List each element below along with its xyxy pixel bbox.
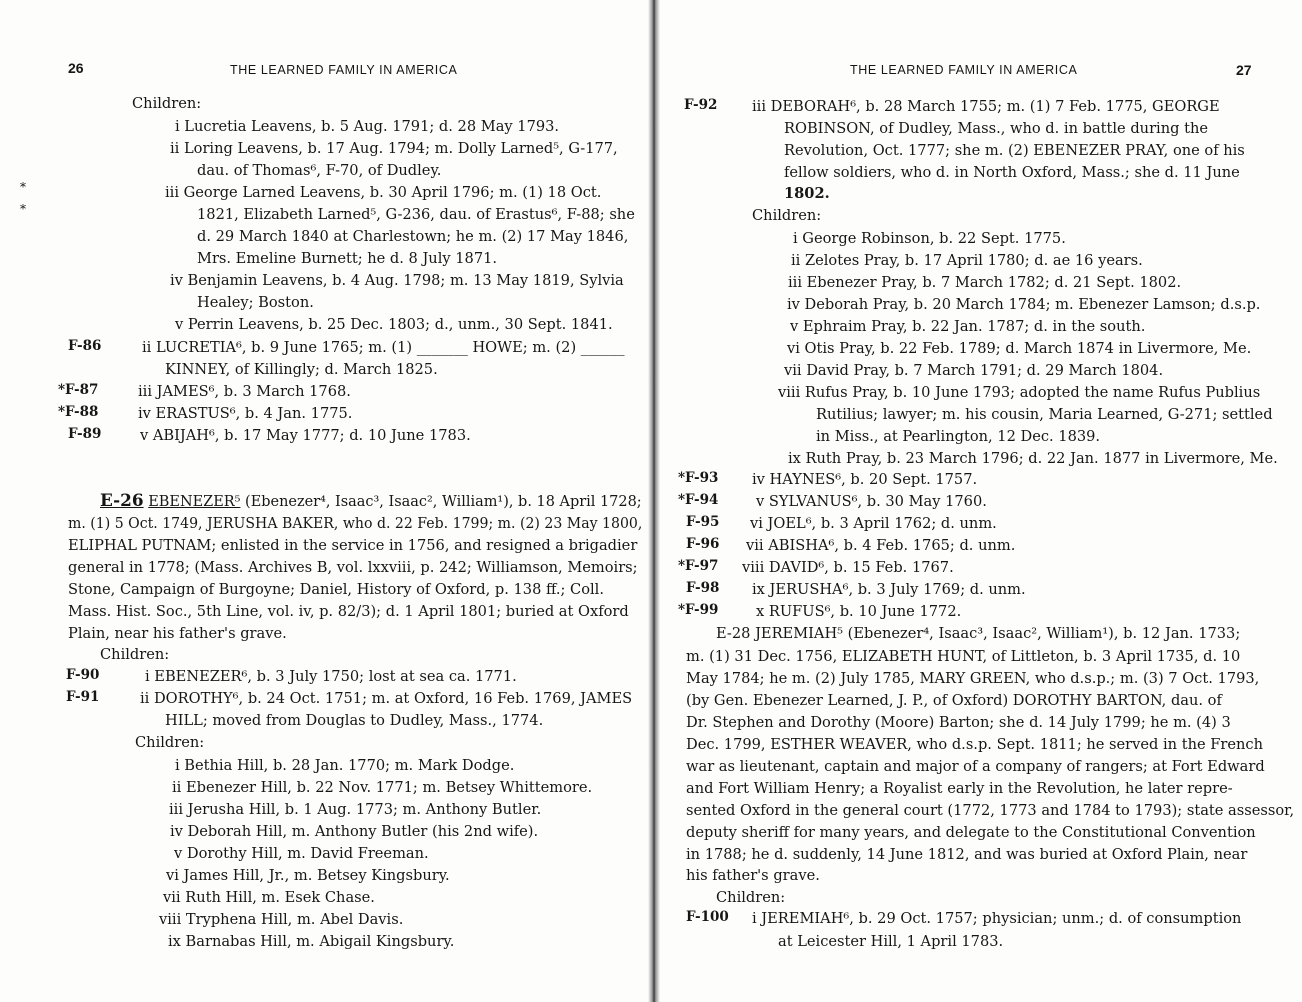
text-line: ix Ruth Pray, b. 23 March 1796; d. 22 Jan. 1877 in Livermore, Me. <box>788 450 1278 467</box>
text-line: v Dorothy Hill, m. David Freeman. <box>174 845 429 862</box>
text-line: iii Jerusha Hill, b. 1 Aug. 1773; m. Anthony Butler. <box>169 801 542 818</box>
text-line: ii Loring Leavens, b. 17 Aug. 1794; m. Dolly Larned⁵, G-177, <box>170 140 618 157</box>
text-line: i JEREMIAH⁶, b. 29 Oct. 1757; physician; unm.; d. of consumption <box>752 910 1242 927</box>
text-line: Children: <box>752 207 822 224</box>
text-line: viii DAVID⁶, b. 15 Feb. 1767. <box>742 559 954 576</box>
text-line: deputy sheriff for many years, and delegate to the Constitutional Convention <box>686 824 1256 841</box>
text-line: Stone, Campaign of Burgoyne; Daniel, History of Oxford, p. 138 ff.; Coll. <box>68 581 604 598</box>
text-line: ii LUCRETIA⁶, b. 9 June 1765; m. (1) _______ HOWE; m. (2) ______ <box>142 339 625 356</box>
text-line: ROBINSON, of Dudley, Mass., who d. in battle during the <box>784 120 1209 137</box>
entry-name: EBENEZER⁵ <box>148 493 241 510</box>
text-line: x RUFUS⁶, b. 10 June 1772. <box>756 603 962 620</box>
text-line: iii George Larned Leavens, b. 30 April 1796; m. (1) 18 Oct. <box>165 184 602 201</box>
text-line: HILL; moved from Douglas to Dudley, Mass., 1774. <box>165 712 544 729</box>
entry-lineage: (Ebenezer⁴, Isaac³, Isaac², William¹), b. 18 April 1728; <box>245 493 642 510</box>
text-line: ii Zelotes Pray, b. 17 April 1780; d. ae 16 years. <box>791 252 1143 269</box>
margin-mark: * <box>20 180 26 194</box>
text-line: Mrs. Emeline Burnett; he d. 8 July 1871. <box>197 250 498 267</box>
left-running-title: THE LEARNED FAMILY IN AMERICA <box>230 63 458 77</box>
text-line: iv ERASTUS⁶, b. 4 Jan. 1775. <box>138 405 353 422</box>
text-line: v Perrin Leavens, b. 25 Dec. 1803; d., unm., 30 Sept. 1841. <box>175 316 613 333</box>
entry-code: *F-88 <box>58 404 99 420</box>
entry-code: F-92 <box>684 97 718 113</box>
text-line: Children: <box>132 95 202 112</box>
text-line: Revolution, Oct. 1777; she m. (2) EBENEZER PRAY, one of his <box>784 142 1245 159</box>
text-line: 1802. <box>784 185 830 202</box>
text-line: E-28 JEREMIAH⁵ (Ebenezer⁴, Isaac³, Isaac², William¹), b. 12 Jan. 1733; <box>716 625 1241 642</box>
text-line: Children: <box>716 889 786 906</box>
text-line: vi Otis Pray, b. 22 Feb. 1789; d. March 1874 in Livermore, Me. <box>787 340 1252 357</box>
text-line: sented Oxford in the general court (1772, 1773 and 1784 to 1793); state assessor, <box>686 802 1295 819</box>
text-line: and Fort William Henry; a Royalist early in the Revolution, he later repre- <box>686 780 1233 797</box>
text-line: Dec. 1799, ESTHER WEAVER, who d.s.p. Sept. 1811; he served in the French <box>686 736 1263 753</box>
text-line: fellow soldiers, who d. in North Oxford, Mass.; she d. 11 June <box>784 164 1240 181</box>
text-line: Mass. Hist. Soc., 5th Line, vol. iv, p. 82/3); d. 1 April 1801; buried at Oxford <box>68 603 629 620</box>
text-line: May 1784; he m. (2) July 1785, MARY GREEN, who d.s.p.; m. (3) 7 Oct. 1793, <box>686 670 1260 687</box>
entry-heading-e26 <box>100 491 642 512</box>
text-line: ii DOROTHY⁶, b. 24 Oct. 1751; m. at Oxford, 16 Feb. 1769, JAMES <box>140 690 633 707</box>
entry-code: F-98 <box>686 580 720 596</box>
text-line: war as lieutenant, captain and major of a company of rangers; at Fort Edward <box>686 758 1265 775</box>
text-line: general in 1778; (Mass. Archives B, vol. lxxviii, p. 242; Williamson, Memoirs; <box>68 559 638 576</box>
text-line: iv Deborah Hill, m. Anthony Butler (his 2nd wife). <box>170 823 539 840</box>
text-line: iii DEBORAH⁶, b. 28 March 1755; m. (1) 7 Feb. 1775, GEORGE <box>752 98 1220 115</box>
text-line: at Leicester Hill, 1 April 1783. <box>778 933 1004 950</box>
right-running-title: THE LEARNED FAMILY IN AMERICA <box>850 63 1078 77</box>
entry-code: F-100 <box>686 909 729 925</box>
text-line: Children: <box>100 646 170 663</box>
text-line: i Bethia Hill, b. 28 Jan. 1770; m. Mark Dodge. <box>175 757 515 774</box>
text-line: dau. of Thomas⁶, F-70, of Dudley. <box>197 162 442 179</box>
entry-code: F-95 <box>686 514 720 530</box>
entry-code: *F-94 <box>678 492 719 508</box>
text-line: v Ephraim Pray, b. 22 Jan. 1787; d. in the south. <box>790 318 1146 335</box>
text-line: iii JAMES⁶, b. 3 March 1768. <box>138 383 351 400</box>
text-line: viii Tryphena Hill, m. Abel Davis. <box>159 911 404 928</box>
entry-code: *F-93 <box>678 470 719 486</box>
text-line: in 1788; he d. suddenly, 14 June 1812, and was buried at Oxford Plain, near <box>686 846 1248 863</box>
text-line: vii ABISHA⁶, b. 4 Feb. 1765; d. unm. <box>746 537 1016 554</box>
text-line: d. 29 March 1840 at Charlestown; he m. (2) 17 May 1846, <box>197 228 629 245</box>
text-line: i Lucretia Leavens, b. 5 Aug. 1791; d. 28 May 1793. <box>175 118 560 135</box>
entry-code: *F-99 <box>678 602 719 618</box>
left-page-number: 26 <box>68 60 84 76</box>
text-line: i EBENEZER⁶, b. 3 July 1750; lost at sea ca. 1771. <box>145 668 517 685</box>
text-line: v ABIJAH⁶, b. 17 May 1777; d. 10 June 1783. <box>140 427 471 444</box>
text-line: vi James Hill, Jr., m. Betsey Kingsbury. <box>166 867 450 884</box>
text-line: Plain, near his father's grave. <box>68 625 287 642</box>
text-line: (by Gen. Ebenezer Learned, J. P., of Oxford) DOROTHY BARTON, dau. of <box>686 692 1222 709</box>
right-page-number: 27 <box>1236 62 1252 78</box>
left-page <box>0 0 650 1002</box>
text-line: iii Ebenezer Pray, b. 7 March 1782; d. 21 Sept. 1802. <box>788 274 1182 291</box>
text-line: Dr. Stephen and Dorothy (Moore) Barton; she d. 14 July 1799; he m. (4) 3 <box>686 714 1231 731</box>
text-line: iv Deborah Pray, b. 20 March 1784; m. Ebenezer Lamson; d.s.p. <box>787 296 1261 313</box>
entry-code: F-86 <box>68 338 102 354</box>
text-line: ix Barnabas Hill, m. Abigail Kingsbury. <box>168 933 455 950</box>
text-line: ELIPHAL PUTNAM; enlisted in the service in 1756, and resigned a brigadier <box>68 537 638 554</box>
text-line: his father's grave. <box>686 867 820 884</box>
text-line: vii Ruth Hill, m. Esek Chase. <box>163 889 375 906</box>
entry-code: F-96 <box>686 536 720 552</box>
right-page <box>660 0 1302 1002</box>
entry-code: F-89 <box>68 426 102 442</box>
text-line: vii David Pray, b. 7 March 1791; d. 29 March 1804. <box>784 362 1164 379</box>
text-line: viii Rufus Pray, b. 10 June 1793; adopted the name Rufus Publius <box>778 384 1261 401</box>
text-line: Children: <box>135 734 205 751</box>
text-line: v SYLVANUS⁶, b. 30 May 1760. <box>756 493 987 510</box>
text-line: Rutilius; lawyer; m. his cousin, Maria Learned, G-271; settled <box>816 406 1273 423</box>
entry-code: *F-87 <box>58 382 99 398</box>
text-line: ix JERUSHA⁶, b. 3 July 1769; d. unm. <box>752 581 1026 598</box>
text-line: in Miss., at Pearlington, 12 Dec. 1839. <box>816 428 1101 445</box>
text-line: KINNEY, of Killingly; d. March 1825. <box>165 361 438 378</box>
text-line: 1821, Elizabeth Larned⁵, G-236, dau. of Erastus⁶, F-88; she <box>197 206 635 223</box>
margin-mark: * <box>20 202 26 216</box>
text-line: Healey; Boston. <box>197 294 314 311</box>
entry-code: F-90 <box>66 667 100 683</box>
entry-number: E-26 <box>100 491 144 511</box>
text-line: ii Ebenezer Hill, b. 22 Nov. 1771; m. Betsey Whittemore. <box>172 779 593 796</box>
text-line: m. (1) 5 Oct. 1749, JERUSHA BAKER, who d. 22 Feb. 1799; m. (2) 23 May 1800, <box>68 515 643 532</box>
entry-code: *F-97 <box>678 558 719 574</box>
text-line: iv HAYNES⁶, b. 20 Sept. 1757. <box>752 471 978 488</box>
text-line: m. (1) 31 Dec. 1756, ELIZABETH HUNT, of Littleton, b. 3 April 1735, d. 10 <box>686 648 1241 665</box>
text-line: i George Robinson, b. 22 Sept. 1775. <box>793 230 1066 247</box>
text-line: iv Benjamin Leavens, b. 4 Aug. 1798; m. 13 May 1819, Sylvia <box>170 272 624 289</box>
text-line: vi JOEL⁶, b. 3 April 1762; d. unm. <box>750 515 997 532</box>
entry-code: F-91 <box>66 689 100 705</box>
